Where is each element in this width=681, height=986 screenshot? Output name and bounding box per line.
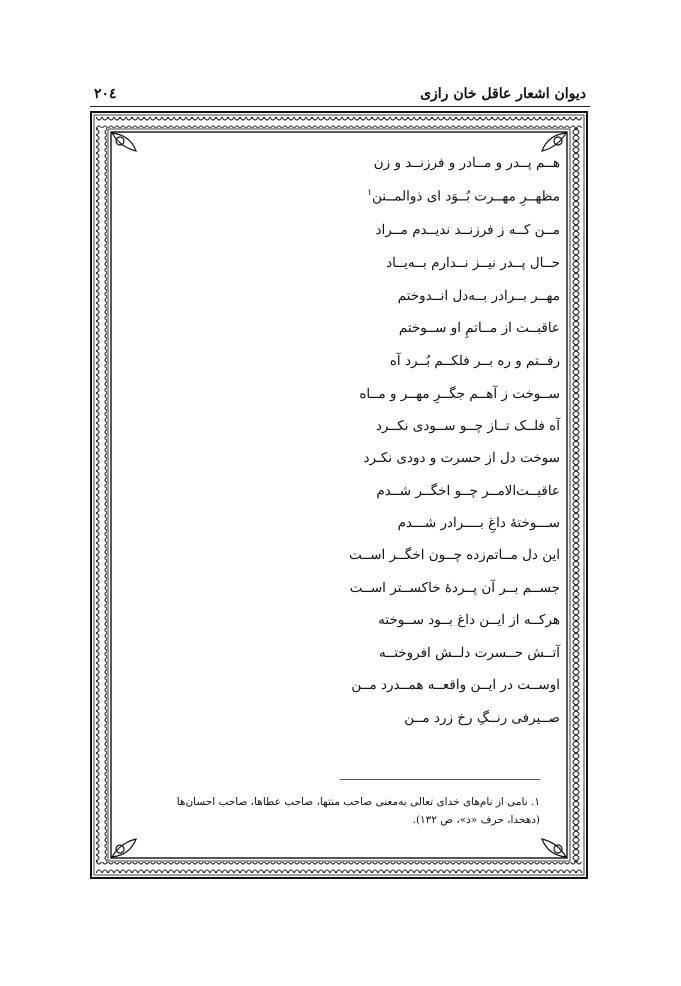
page-number: ۲۰٤ — [94, 86, 117, 102]
hemistich-left: جســم بــر آن پــردهٔ خاکســتر اســت — [349, 580, 560, 596]
verse-row — [120, 547, 560, 569]
verse-row — [120, 353, 560, 375]
hemistich-left: آتــش حــسرت دلــش افروختــه — [379, 645, 560, 661]
footnote-rule — [340, 779, 540, 780]
verse-row — [120, 418, 560, 440]
verse-row — [120, 612, 560, 634]
hemistich-left: ســـوختهٔ داغِ بــــرادر شـــدم — [397, 515, 560, 531]
verse-row — [120, 677, 560, 699]
hemistich-left: صــیرفی رنــگِ رخ زرد مــن — [404, 710, 560, 726]
verse-row — [120, 450, 560, 472]
footnote — [130, 793, 540, 829]
verse-row — [120, 255, 560, 277]
page-header — [90, 86, 590, 106]
hemistich-right: آه فلــک تــاز چــو ســودی نکــرد — [375, 418, 560, 434]
hemistich-left: سوخت دل از حسرت و دودی نکـرد — [363, 450, 560, 466]
hemistich-right: رفــتم و ره بــر فلکــم بُــرد آه — [389, 353, 560, 369]
verse-row — [120, 386, 560, 408]
hemistich-right: مــن کــه ز فرزنــد ندیــدم مــراد — [375, 222, 560, 238]
verse-row — [120, 155, 560, 177]
verse-row — [120, 483, 560, 505]
hemistich-left — [350, 188, 560, 210]
hemistich-left: ســوخت ز آهــم جگــرِ مهــر و مــاه — [359, 386, 560, 402]
verse-row — [120, 288, 560, 310]
hemistich-right: عاقبــت‌الامــر چــو اخگــر شــدم — [376, 483, 560, 499]
hemistich-right: اوســت در ایــن واقعــه همــدرد مــن — [351, 677, 560, 693]
hemistich-right: مهــر بــرادر بــه‌دل انــدوختم — [397, 288, 560, 304]
verse-row — [120, 188, 560, 210]
hemistich-left-text: مظهــرِ مهــرت بُــوَد ای ذوالمــنن — [371, 188, 560, 205]
hemistich-right: هرکــه از ایــن داغ بــود ســوخته — [378, 612, 560, 628]
hemistich-left: عاقبــت از مــاتمِ او ســوختم — [398, 320, 560, 336]
footnote-marker: ۱ — [367, 188, 372, 198]
verse-row — [120, 710, 560, 732]
footnote-line-2: (دهخدا، حرف «ذ»، ص ۱۳۲). — [412, 814, 540, 826]
verse-row — [120, 320, 560, 342]
verse-row — [120, 645, 560, 667]
verse-row — [120, 222, 560, 244]
verse-row — [120, 580, 560, 602]
hemistich-right: هــم پــدر و مــادر و فرزنــد و زن — [373, 155, 560, 171]
book-title: دیوان اشعار عاقل خان رازی — [420, 86, 586, 102]
header-rule — [90, 106, 590, 107]
hemistich-right: این دل مــاتم‌زده چــون اخگــر اســت — [349, 547, 560, 563]
hemistich-left: حــال پــدر نیــز نــدارم بــه‌یــاد — [386, 255, 560, 271]
poem-body — [120, 150, 560, 730]
verse-row — [120, 515, 560, 537]
footnote-line-1: ۱. نامی از نام‌های خدای تعالی به‌معنی صاحب منتها، صاحب عطاها، صاحب احسان‌ها — [176, 796, 540, 808]
